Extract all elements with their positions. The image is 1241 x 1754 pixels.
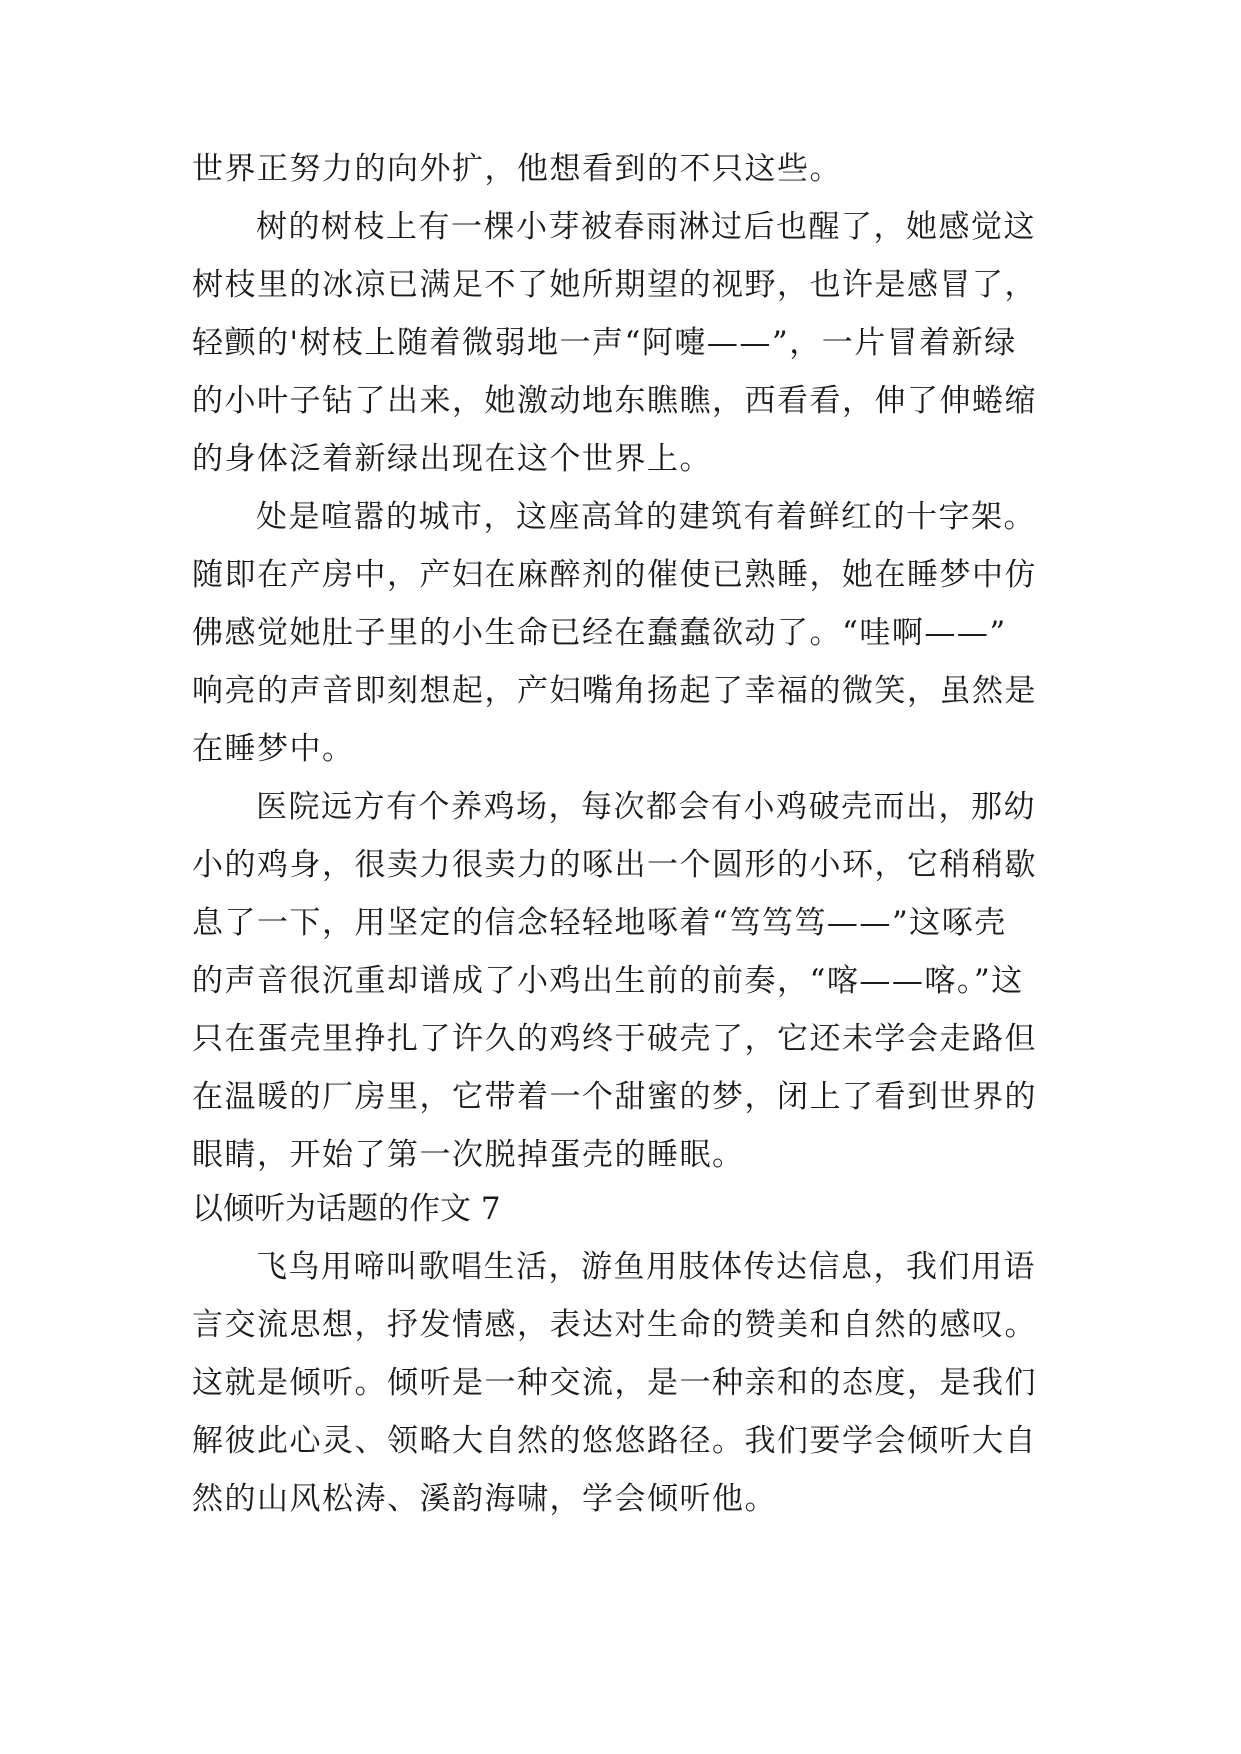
text-line: 然的山风松涛、溪韵海啸，学会倾听他。 <box>192 1481 777 1517</box>
text-line: 小的鸡身，很卖力很卖力的啄出一个圆形的小环，它稍稍歇 <box>192 847 1037 883</box>
text-line: 的声音很沉重却谱成了小鸡出生前的前奏，“喀——喀。”这 <box>192 963 1024 999</box>
text-line: 在温暖的厂房里，它带着一个甜蜜的梦，闭上了看到世界的 <box>192 1079 1037 1115</box>
text-line: 言交流思想，抒发情感，表达对生命的赞美和自然的感叹。 <box>192 1307 1037 1343</box>
section-heading: 以倾听为话题的作文 7 <box>192 1191 501 1227</box>
text-line: 在睡梦中。 <box>192 731 355 767</box>
text-line: 只在蛋壳里挣扎了许久的鸡终于破壳了，它还未学会走路但 <box>192 1021 1037 1057</box>
text-line: 这就是倾听。倾听是一种交流，是一种亲和的态度，是我们 <box>192 1365 1037 1401</box>
text-line: 的身体泛着新绿出现在这个世界上。 <box>192 441 712 477</box>
text-line: 眼睛，开始了第一次脱掉蛋壳的睡眠。 <box>192 1137 745 1173</box>
text-line: 的小叶子钻了出来，她激动地东瞧瞧，西看看，伸了伸蜷缩 <box>192 383 1037 419</box>
paragraph-start-line: 处是喧嚣的城市，这座高耸的建筑有着鲜红的十字架。 <box>256 499 1036 535</box>
text-line: 解彼此心灵、领略大自然的悠悠路径。我们要学会倾听大自 <box>192 1423 1037 1459</box>
text-line: 随即在产房中，产妇在麻醉剂的催使已熟睡，她在睡梦中仿 <box>192 557 1037 593</box>
text-line: 息了一下，用坚定的信念轻轻地啄着“笃笃笃——”这啄壳 <box>192 905 1007 941</box>
paragraph-start-line: 飞鸟用啼叫歌唱生活，游鱼用肢体传达信息，我们用语 <box>256 1249 1036 1285</box>
text-line: 树枝里的冰凉已满足不了她所期望的视野，也许是感冒了， <box>192 267 1037 303</box>
paragraph-start-line: 医院远方有个养鸡场，每次都会有小鸡破壳而出，那幼 <box>256 789 1036 825</box>
text-line: 响亮的声音即刻想起，产妇嘴角扬起了幸福的微笑，虽然是 <box>192 673 1037 709</box>
text-line: 佛感觉她肚子里的小生命已经在蠢蠢欲动了。“哇啊——” <box>192 615 1007 651</box>
paragraph-start-line: 树的树枝上有一棵小芽被春雨淋过后也醒了，她感觉这 <box>256 209 1036 245</box>
text-line: 轻颤的'树枝上随着微弱地一声“阿嚏——”，一片冒着新绿 <box>192 325 1017 361</box>
text-line: 世界正努力的向外扩，他想看到的不只这些。 <box>192 151 842 187</box>
